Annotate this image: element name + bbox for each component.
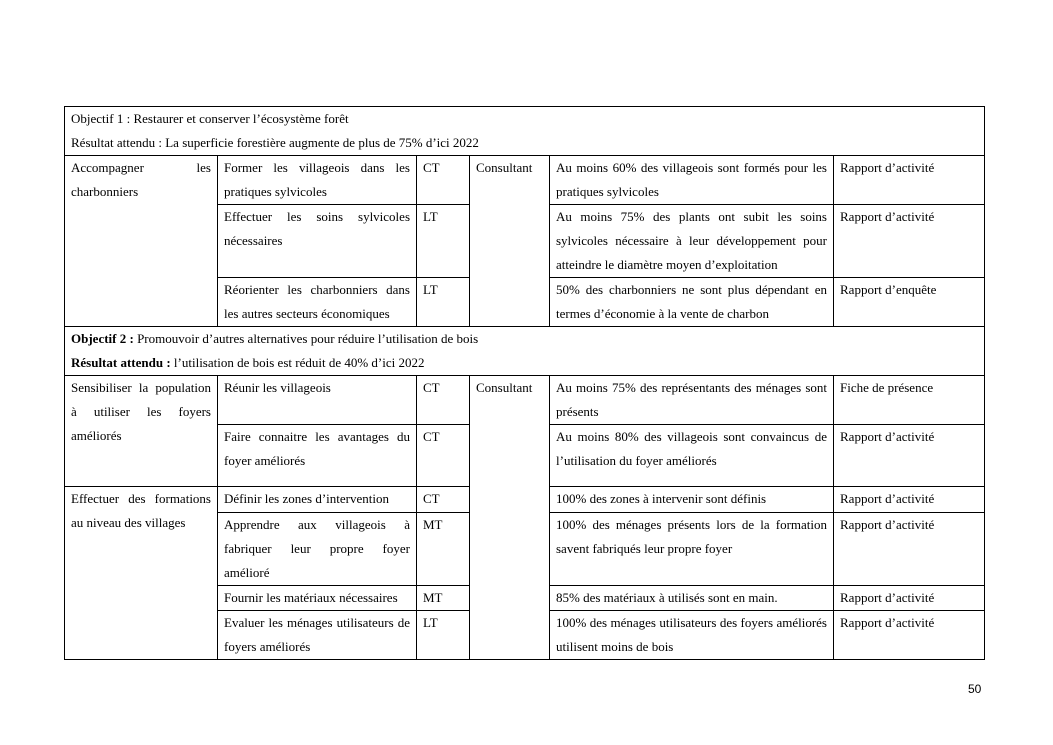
indicator-cell: Au moins 75% des représentants des ménages sont présents <box>550 376 834 425</box>
term-cell: MT <box>417 586 470 611</box>
term-cell: LT <box>417 278 470 327</box>
axis-cell: Effectuer des formations au niveau des villages <box>65 487 218 660</box>
table-row <box>65 376 985 425</box>
objective-1-title: Objectif 1 : Restaurer et conserver l’écosystème forêt <box>71 111 349 126</box>
term-cell: MT <box>417 513 470 586</box>
source-cell: Rapport d’activité <box>834 586 985 611</box>
indicator-cell: 100% des zones à intervenir sont définis <box>550 487 834 513</box>
term-cell: LT <box>417 205 470 278</box>
responsible-cell: Consultant <box>470 156 550 327</box>
indicator-cell: 100% des ménages utilisateurs des foyers améliorés utilisent moins de bois <box>550 611 834 660</box>
objective-1-header <box>65 107 985 156</box>
table-row <box>65 156 985 205</box>
activity-cell: Apprendre aux villageois à fabriquer leur propre foyer amélioré <box>218 513 417 586</box>
term-cell: CT <box>417 487 470 513</box>
axis-cell: Accompagner les charbonniers <box>65 156 218 327</box>
page-number: 50 <box>968 682 982 696</box>
activity-cell: Réunir les villageois <box>218 376 417 425</box>
action-plan-table <box>64 106 985 660</box>
activity-cell: Effectuer les soins sylvicoles nécessaires <box>218 205 417 278</box>
source-cell: Rapport d’activité <box>834 205 985 278</box>
activity-cell: Fournir les matériaux nécessaires <box>218 586 417 611</box>
activity-cell: Définir les zones d’intervention <box>218 487 417 513</box>
source-cell: Rapport d’activité <box>834 425 985 487</box>
activity-cell: Réorienter les charbonniers dans les autres secteurs économiques <box>218 278 417 327</box>
indicator-cell: Au moins 60% des villageois sont formés pour les pratiques sylvicoles <box>550 156 834 205</box>
source-cell: Rapport d’activité <box>834 611 985 660</box>
activity-cell: Evaluer les ménages utilisateurs de foyers améliorés <box>218 611 417 660</box>
source-cell: Rapport d’activité <box>834 513 985 586</box>
term-cell: LT <box>417 611 470 660</box>
indicator-cell: 50% des charbonniers ne sont plus dépendant en termes d’économie à la vente de charbon <box>550 278 834 327</box>
source-cell: Rapport d’enquête <box>834 278 985 327</box>
indicator-cell: 85% des matériaux à utilisés sont en main. <box>550 586 834 611</box>
objective-1-header-row <box>65 107 985 156</box>
term-cell: CT <box>417 425 470 487</box>
activity-cell: Faire connaitre les avantages du foyer améliorés <box>218 425 417 487</box>
objective-2-title: Objectif 2 : Promouvoir d’autres alternatives pour réduire l’utilisation de bois <box>71 331 479 346</box>
objective-2-result: Résultat attendu : l’utilisation de bois est réduit de 40% d’ici 2022 <box>71 355 425 370</box>
objective-1-result: Résultat attendu : La superficie forestière augmente de plus de 75% d’ici 2022 <box>71 135 479 150</box>
term-cell: CT <box>417 376 470 425</box>
indicator-cell: Au moins 80% des villageois sont convaincus de l’utilisation du foyer améliorés <box>550 425 834 487</box>
indicator-cell: Au moins 75% des plants ont subit les soins sylvicoles nécessaire à leur développement pour atteindre le diamètre moyen d’exploitation <box>550 205 834 278</box>
axis-cell: Sensibiliser la population à utiliser les foyers améliorés <box>65 376 218 487</box>
indicator-cell: 100% des ménages présents lors de la formation savent fabriqués leur propre foyer <box>550 513 834 586</box>
term-cell: CT <box>417 156 470 205</box>
responsible-cell: Consultant <box>470 376 550 660</box>
activity-cell: Former les villageois dans les pratiques sylvicoles <box>218 156 417 205</box>
source-cell: Rapport d’activité <box>834 487 985 513</box>
source-cell: Rapport d’activité <box>834 156 985 205</box>
objective-2-header-row <box>65 327 985 376</box>
objective-2-header <box>65 327 985 376</box>
source-cell: Fiche de présence <box>834 376 985 425</box>
